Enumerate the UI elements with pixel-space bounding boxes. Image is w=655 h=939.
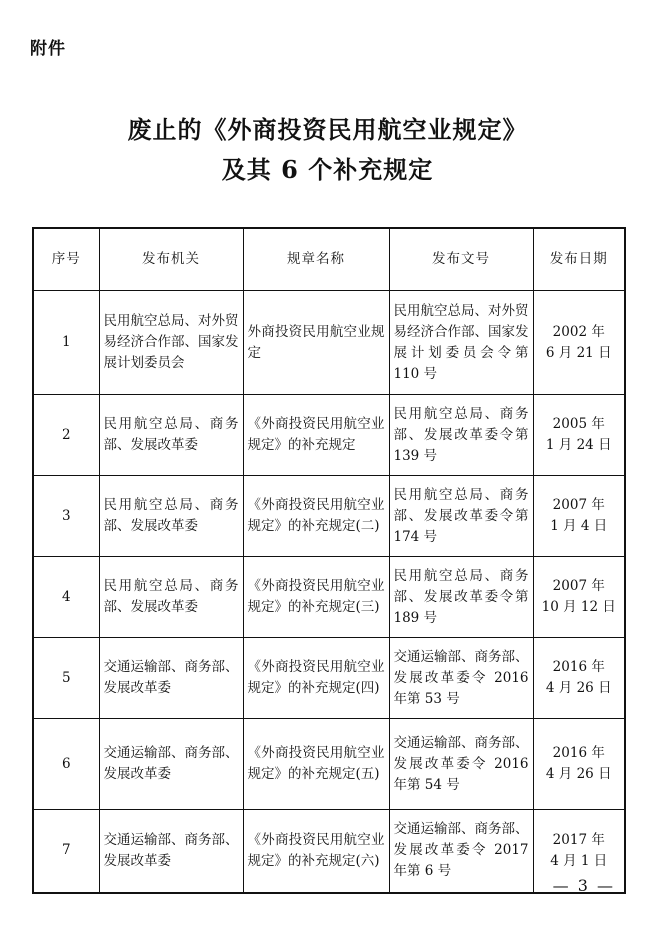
issue-date-text: 4 月 26 日 — [545, 766, 612, 782]
issue-date-text: 1 月 24 日 — [545, 437, 612, 453]
row-number — [33, 719, 99, 810]
regulation-name — [243, 476, 389, 557]
issue-date-text: 10 月 12 日 — [541, 599, 616, 615]
issuing-authority — [99, 719, 243, 810]
issuing-authority — [99, 476, 243, 557]
issuing-authority — [99, 291, 243, 395]
row-number-text: 5 — [61, 669, 71, 686]
regulation-name — [243, 291, 389, 395]
row-number — [33, 557, 99, 638]
row-number — [33, 395, 99, 476]
issuing-authority-text: 交通运输部、商务部、发展改革委 — [103, 745, 239, 782]
issuing-authority — [99, 810, 243, 893]
issuing-authority-text: 民用航空总局、商务部、发展改革委 — [103, 578, 239, 615]
issuing-authority-text: 交通运输部、商务部、发展改革委 — [103, 659, 239, 696]
document-number — [389, 719, 533, 810]
regulation-name-text: 《外商投资民用航空业规定》的补充规定(四) — [247, 659, 385, 696]
document-title-line-2: 及其 6 个补充规定 — [221, 155, 434, 184]
regulation-name-text: 《外商投资民用航空业规定》的补充规定(六) — [247, 831, 385, 869]
header-cell: 发布日期 — [533, 228, 625, 291]
issuing-authority — [99, 638, 243, 719]
issue-date-text: 2007 年 — [552, 497, 605, 513]
row-number — [33, 476, 99, 557]
regulation-name — [243, 557, 389, 638]
issue-date-text: 2007 年 — [552, 578, 605, 594]
issue-date — [533, 719, 625, 810]
issuing-authority-text: 民用航空总局、对外贸易经济合作部、国家发展计划委员会 — [103, 313, 239, 371]
regulation-name-text: 《外商投资民用航空业规定》的补充规定(二) — [247, 497, 385, 534]
issuing-authority-text: 民用航空总局、商务部、发展改革委 — [103, 416, 239, 453]
document-number-text: 民用航空总局、商务部、发展改革委令第 189 号 — [393, 567, 529, 626]
issue-date-text: 2005 年 — [552, 416, 605, 432]
table-row — [33, 719, 625, 810]
issue-date-text: 2016 年 — [552, 745, 605, 761]
issue-date-text: 4 月 26 日 — [545, 680, 612, 696]
document-number — [389, 638, 533, 719]
issue-date — [533, 291, 625, 395]
issuing-authority — [99, 395, 243, 476]
table-row — [33, 638, 625, 719]
row-number — [33, 638, 99, 719]
row-number-text: 2 — [61, 426, 71, 443]
document-number-text: 交通运输部、商务部、发展改革委令 2016 年第 53 号 — [393, 648, 529, 707]
document-number-text: 交通运输部、商务部、发展改革委令 2017 年第 6 号 — [393, 821, 529, 880]
issue-date-text: 4 月 1 日 — [550, 852, 608, 869]
document-number — [389, 395, 533, 476]
regulation-name-text: 《外商投资民用航空业规定》的补充规定(五) — [247, 745, 385, 782]
regulations-table — [32, 227, 626, 894]
row-number-text: 6 — [61, 755, 71, 772]
document-number-text: 民用航空总局、对外贸易经济合作部、国家发展计划委员会令第 110 号 — [393, 302, 529, 382]
issue-date — [533, 395, 625, 476]
table-header-row — [33, 228, 625, 291]
issue-date-text: 2002 年 — [552, 323, 605, 340]
table-row — [33, 810, 625, 893]
document-title-line-1: 废止的《外商投资民用航空业规定》 — [127, 115, 528, 144]
document-number — [389, 810, 533, 893]
page-number: — 3 — — [552, 876, 615, 895]
attachment-label: 附件 — [30, 39, 66, 59]
issuing-authority — [99, 557, 243, 638]
issue-date — [533, 557, 625, 638]
issue-date — [533, 476, 625, 557]
document-number-text: 民用航空总局、商务部、发展改革委令第 139 号 — [393, 405, 529, 464]
document-number — [389, 291, 533, 395]
row-number-text: 4 — [61, 588, 71, 605]
table-row — [33, 291, 625, 395]
row-number-text: 1 — [61, 334, 71, 350]
issuing-authority-text: 民用航空总局、商务部、发展改革委 — [103, 497, 239, 534]
regulation-name-text: 外商投资民用航空业规定 — [247, 323, 385, 361]
row-number — [33, 291, 99, 395]
issue-date — [533, 638, 625, 719]
issue-date-text: 6 月 21 日 — [545, 344, 612, 361]
row-number-text: 7 — [61, 842, 71, 859]
table-row — [33, 395, 625, 476]
regulation-name-text: 《外商投资民用航空业规定》的补充规定(三) — [247, 578, 385, 615]
regulation-name — [243, 719, 389, 810]
table-row — [33, 476, 625, 557]
header-cell: 序号 — [33, 228, 99, 291]
issuing-authority-text: 交通运输部、商务部、发展改革委 — [103, 831, 239, 869]
row-number — [33, 810, 99, 893]
issue-date-text: 1 月 4 日 — [550, 518, 608, 534]
header-cell: 发布文号 — [389, 228, 533, 291]
regulation-name — [243, 395, 389, 476]
document-number-text: 民用航空总局、商务部、发展改革委令第 174 号 — [393, 486, 529, 545]
issue-date-text: 2017 年 — [552, 831, 605, 848]
header-cell: 规章名称 — [243, 228, 389, 291]
header-cell: 发布机关 — [99, 228, 243, 291]
row-number-text: 3 — [61, 507, 71, 524]
regulation-name — [243, 810, 389, 893]
document-number — [389, 557, 533, 638]
issue-date-text: 2016 年 — [552, 659, 605, 675]
regulation-name — [243, 638, 389, 719]
regulation-name-text: 《外商投资民用航空业规定》的补充规定 — [247, 416, 385, 453]
document-number — [389, 476, 533, 557]
document-number-text: 交通运输部、商务部、发展改革委令 2016 年第 54 号 — [393, 734, 529, 793]
table-row — [33, 557, 625, 638]
